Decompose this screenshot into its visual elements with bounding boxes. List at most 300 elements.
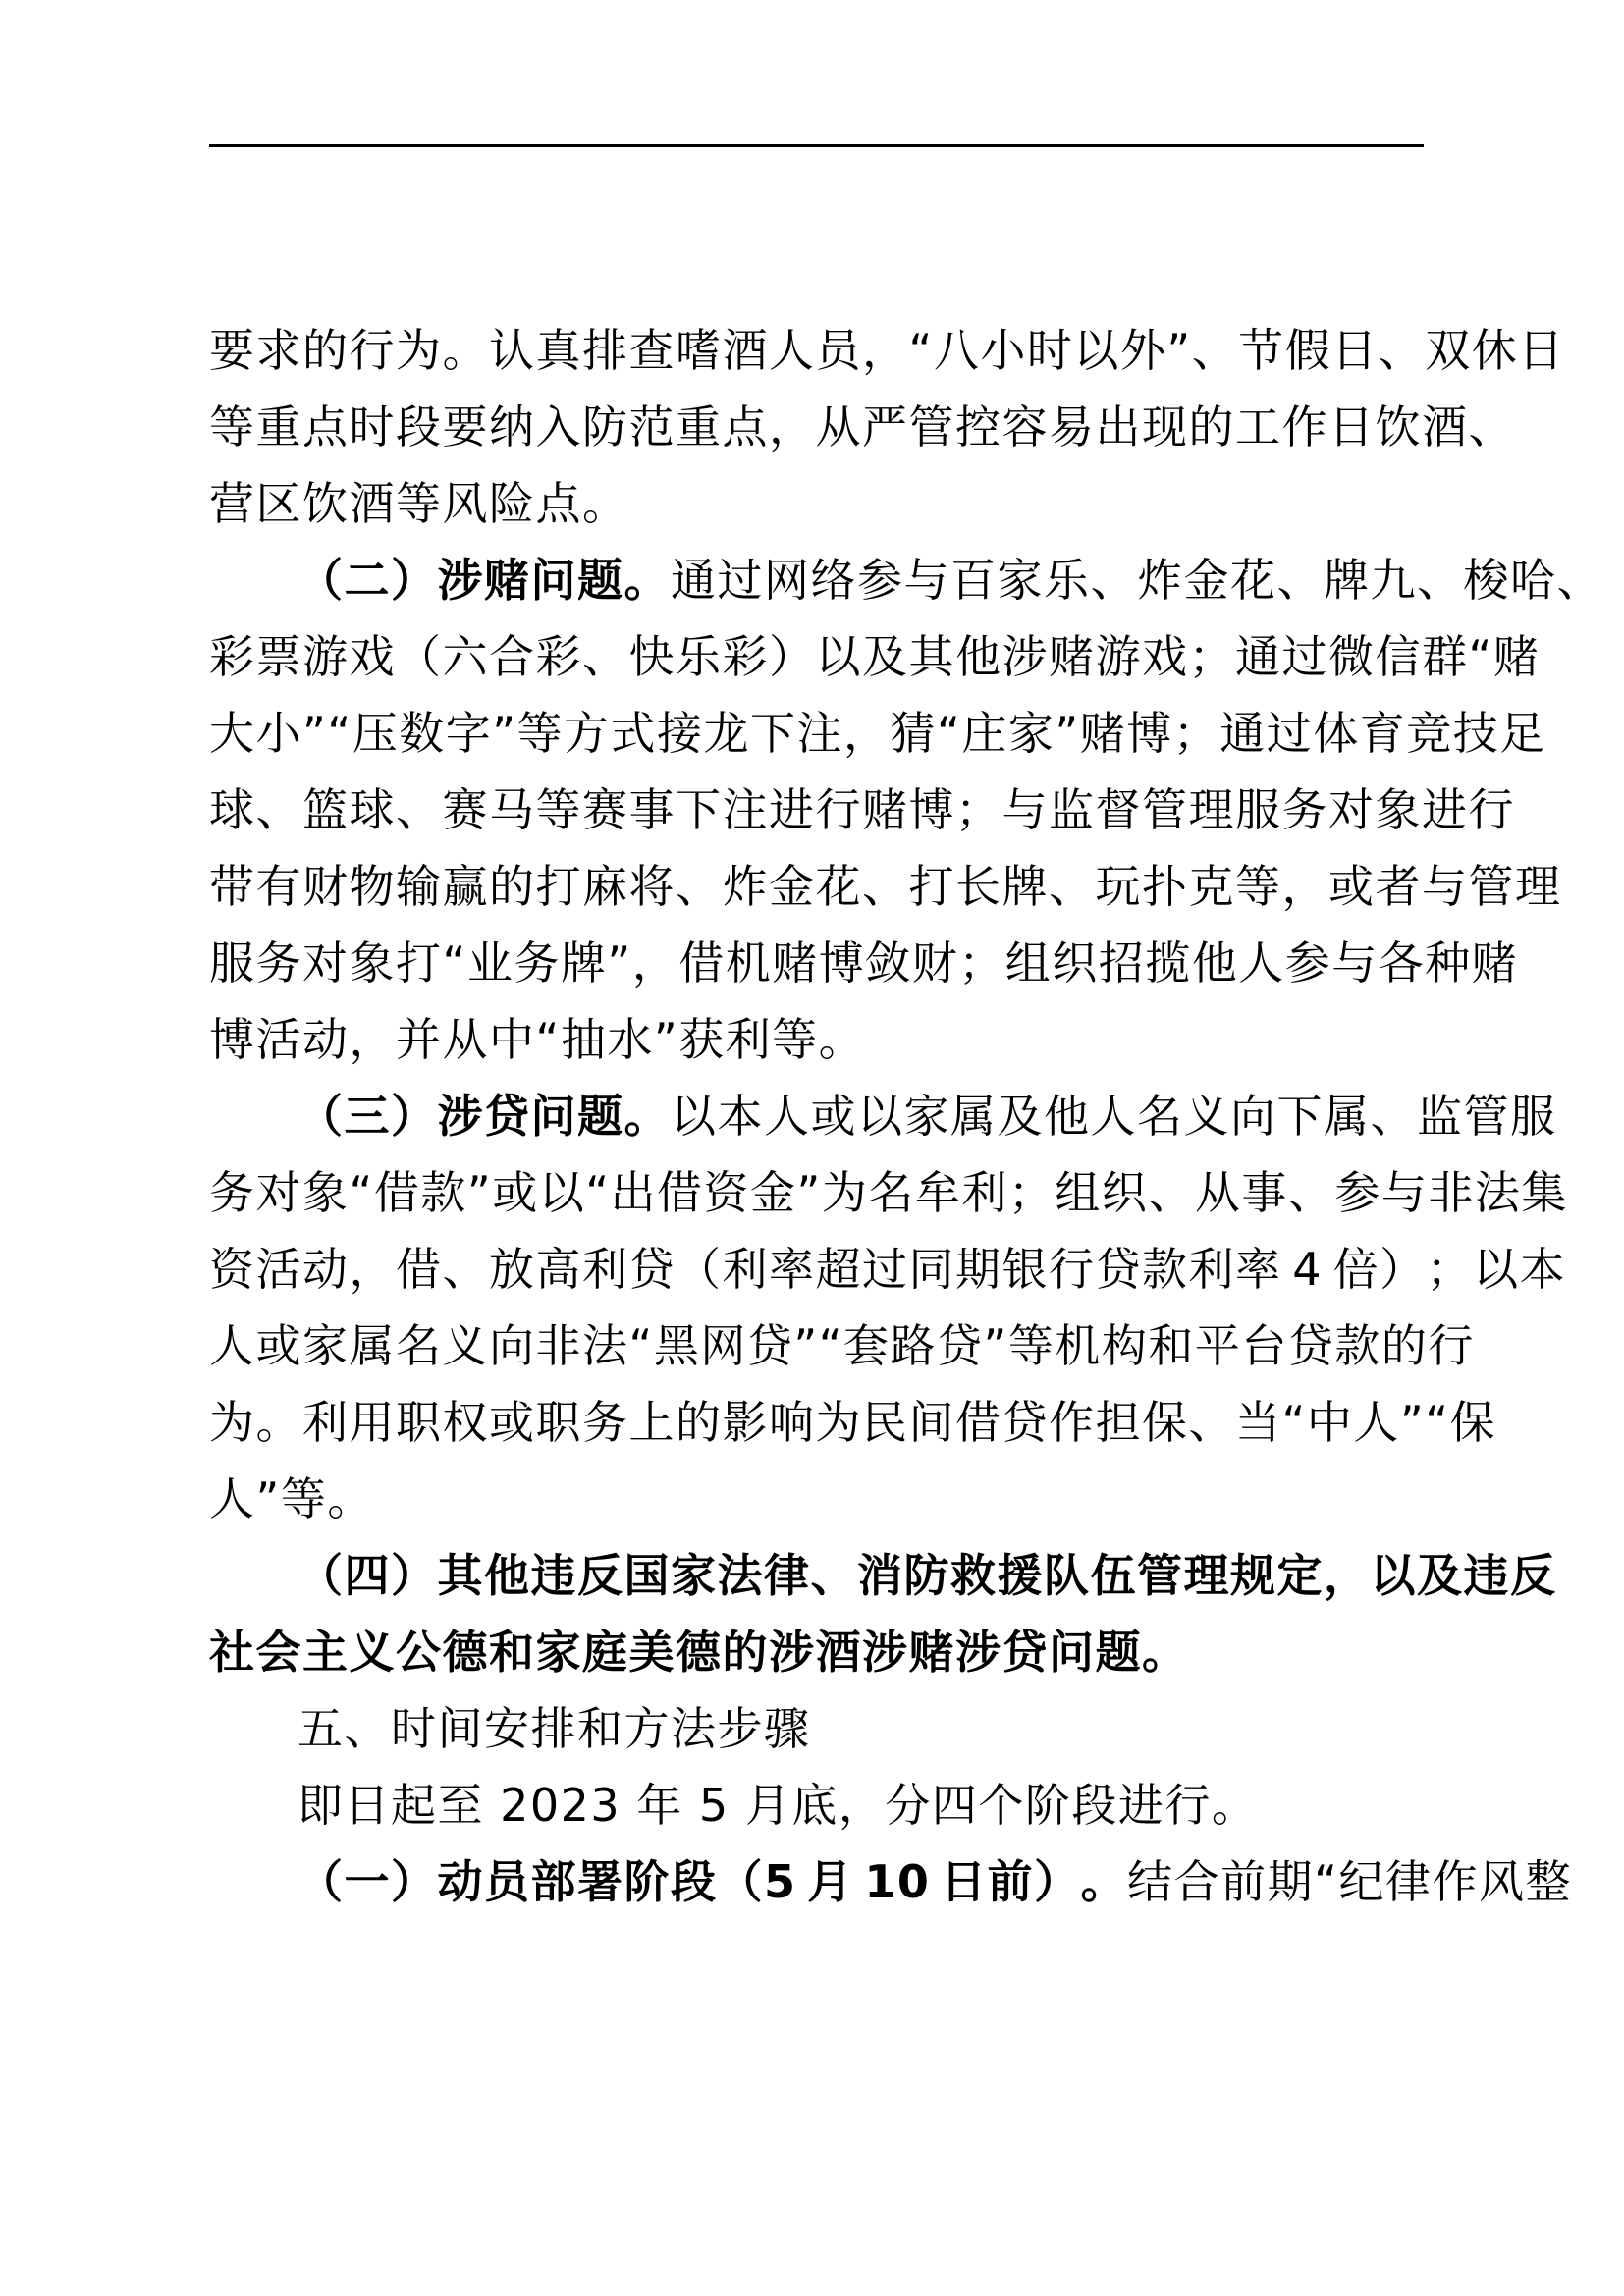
char: 款 bbox=[1142, 1243, 1189, 1296]
char: 其 bbox=[437, 1549, 484, 1602]
char bbox=[1282, 1231, 1293, 1308]
char bbox=[1323, 1231, 1333, 1308]
char: 和 bbox=[1148, 1319, 1195, 1372]
char: 球 bbox=[209, 783, 256, 836]
char: 的 bbox=[489, 860, 536, 913]
char: 非 bbox=[535, 1319, 582, 1372]
char: 路 bbox=[890, 1319, 938, 1372]
char: 查 bbox=[628, 324, 676, 377]
char: ” bbox=[302, 707, 328, 760]
char: 保 bbox=[1449, 1396, 1497, 1449]
char: 人 bbox=[209, 1319, 256, 1372]
body-text: 五、时间安排和方法步骤 bbox=[298, 1702, 811, 1755]
char: 赌 bbox=[1049, 630, 1096, 683]
char: 织 bbox=[1101, 1166, 1149, 1219]
char: 家 bbox=[903, 1090, 950, 1143]
text-line bbox=[209, 1537, 1557, 1614]
char: 下 bbox=[1276, 1090, 1324, 1143]
char: 贷 bbox=[937, 1319, 984, 1372]
char: 权 bbox=[442, 1396, 489, 1449]
char: 、 bbox=[1378, 324, 1426, 377]
char: 务 bbox=[514, 936, 561, 989]
char: ， bbox=[769, 400, 816, 454]
char: 务 bbox=[209, 1166, 256, 1219]
char: 注 bbox=[722, 783, 769, 836]
char: 资 bbox=[703, 1166, 751, 1219]
char: 戏 bbox=[1142, 630, 1189, 683]
char: 及 bbox=[862, 630, 909, 683]
char: 涉 bbox=[437, 554, 484, 607]
char: 间 bbox=[908, 1396, 955, 1449]
char: 。 bbox=[442, 324, 489, 377]
char: 赢 bbox=[442, 860, 489, 913]
char: 输 bbox=[396, 860, 443, 913]
char: 他 bbox=[484, 1549, 531, 1602]
bold-heading-text: 社会主义公德和家庭美德的涉酒涉赌涉贷问题。 bbox=[209, 1626, 1189, 1679]
char: 者 bbox=[1375, 860, 1422, 913]
char: 整 bbox=[1525, 1855, 1572, 1908]
char: 管 bbox=[1137, 1549, 1184, 1602]
char: 重 bbox=[255, 400, 302, 454]
char: 借 bbox=[373, 1166, 421, 1219]
char: 月 bbox=[807, 1855, 854, 1908]
char: 出 bbox=[1095, 400, 1142, 454]
char: 人 bbox=[1353, 1396, 1400, 1449]
char: 或 bbox=[810, 1090, 857, 1143]
char: 进 bbox=[769, 783, 816, 836]
char: ） bbox=[391, 1549, 438, 1602]
char: 网 bbox=[700, 1319, 747, 1372]
char: 务 bbox=[255, 936, 302, 989]
char: 套 bbox=[843, 1319, 891, 1372]
char: ） bbox=[391, 554, 438, 607]
char: 八 bbox=[933, 324, 981, 377]
char: 中 bbox=[1306, 1396, 1354, 1449]
char: 小 bbox=[980, 324, 1027, 377]
char: 庄 bbox=[961, 707, 1008, 760]
char: 队 bbox=[1044, 1549, 1091, 1602]
char: 参 bbox=[1284, 936, 1332, 989]
char: “ bbox=[349, 1166, 374, 1219]
char: 阶 bbox=[623, 1855, 671, 1908]
char: 作 bbox=[1281, 400, 1328, 454]
char: 本 bbox=[717, 1090, 764, 1143]
char: “ bbox=[1281, 1396, 1307, 1449]
char: 赌 bbox=[1492, 630, 1541, 683]
char: 严 bbox=[862, 400, 909, 454]
char: 参 bbox=[857, 554, 904, 607]
char: 出 bbox=[610, 1166, 658, 1219]
char: 防 bbox=[582, 400, 629, 454]
char: 法 bbox=[717, 1549, 764, 1602]
char: 借 bbox=[396, 1243, 443, 1296]
char: 借 bbox=[955, 1396, 1002, 1449]
char: ） bbox=[769, 630, 816, 683]
char: 0 bbox=[896, 1855, 931, 1908]
char: “ bbox=[327, 707, 352, 760]
char: 炸 bbox=[722, 860, 769, 913]
char: 违 bbox=[530, 1549, 577, 1602]
char: 赛 bbox=[442, 783, 489, 836]
char: 育 bbox=[1359, 707, 1407, 760]
text-line bbox=[209, 312, 1565, 389]
char: 、 bbox=[810, 1549, 857, 1602]
char: ） bbox=[1034, 1855, 1081, 1908]
char: 法 bbox=[582, 1319, 629, 1372]
char: （ bbox=[298, 1090, 345, 1143]
char: 过 bbox=[717, 554, 764, 607]
char: 员 bbox=[484, 1855, 531, 1908]
char: ； bbox=[1172, 707, 1220, 760]
char: 行 bbox=[349, 324, 396, 377]
char: 篮 bbox=[302, 783, 350, 836]
char: 小 bbox=[255, 707, 302, 760]
char: “ bbox=[585, 1166, 611, 1219]
char: 违 bbox=[1463, 1549, 1510, 1602]
char: ） bbox=[1380, 1243, 1427, 1296]
char: “ bbox=[937, 707, 962, 760]
char: 进 bbox=[1422, 783, 1469, 836]
char: 家 bbox=[671, 1549, 718, 1602]
char: 过 bbox=[1266, 707, 1314, 760]
char: 或 bbox=[492, 1166, 539, 1219]
char: 梭 bbox=[1463, 554, 1510, 607]
char: 、 bbox=[1556, 554, 1603, 607]
char: ” bbox=[793, 1319, 819, 1372]
char: 赛 bbox=[582, 783, 629, 836]
char: 与 bbox=[1331, 936, 1379, 989]
char: 压 bbox=[352, 707, 400, 760]
char: 、 bbox=[1049, 860, 1096, 913]
char: 理 bbox=[1183, 1549, 1230, 1602]
char: 将 bbox=[628, 860, 676, 913]
char: 日 bbox=[1331, 324, 1379, 377]
char: 名 bbox=[396, 1319, 443, 1372]
char: 赌 bbox=[1471, 936, 1519, 989]
char: 职 bbox=[535, 1396, 582, 1449]
char: 管 bbox=[1463, 1090, 1510, 1143]
char: 款 bbox=[420, 1166, 467, 1219]
char: 台 bbox=[1241, 1319, 1288, 1372]
char: 、 bbox=[1188, 1396, 1235, 1449]
char: ” bbox=[1399, 1396, 1426, 1449]
char: 结 bbox=[1127, 1855, 1174, 1908]
char: ” bbox=[607, 936, 632, 989]
char: 作 bbox=[1049, 1396, 1096, 1449]
char: 求 bbox=[255, 324, 302, 377]
char: 财 bbox=[302, 860, 350, 913]
char: 贷 bbox=[1287, 1319, 1335, 1372]
char: 或 bbox=[1328, 860, 1376, 913]
char: 与 bbox=[1001, 783, 1049, 836]
char: 督 bbox=[1095, 783, 1142, 836]
char: 从 bbox=[815, 400, 862, 454]
char: 放 bbox=[489, 1243, 536, 1296]
text-line bbox=[209, 1154, 1568, 1231]
text-line bbox=[209, 695, 1546, 772]
char: 体 bbox=[1313, 707, 1360, 760]
body-text: 营区饮酒等风险点。 bbox=[209, 477, 629, 530]
char: 赌 bbox=[772, 936, 819, 989]
char: 对 bbox=[1328, 783, 1376, 836]
char: 以 bbox=[1370, 1549, 1417, 1602]
char: 招 bbox=[1098, 936, 1146, 989]
char: 下 bbox=[676, 783, 723, 836]
char: 前 bbox=[987, 1855, 1035, 1908]
char: 花 bbox=[1230, 554, 1277, 607]
char: 四 bbox=[344, 1549, 391, 1602]
char: 务 bbox=[1281, 783, 1328, 836]
char: 通 bbox=[1219, 707, 1267, 760]
char: 。 bbox=[623, 1090, 671, 1143]
char: 纳 bbox=[489, 400, 536, 454]
char: 博 bbox=[818, 936, 866, 989]
char: 人 bbox=[764, 1090, 811, 1143]
char: 律 bbox=[1384, 1855, 1433, 1908]
char: 律 bbox=[764, 1549, 811, 1602]
char: 的 bbox=[302, 324, 350, 377]
char: 织 bbox=[1052, 936, 1099, 989]
char: 以 bbox=[815, 630, 862, 683]
char: 义 bbox=[1183, 1090, 1230, 1143]
char: “ bbox=[442, 936, 467, 989]
char: 哈 bbox=[1510, 554, 1557, 607]
char: 注 bbox=[796, 707, 844, 760]
char: 日 bbox=[1328, 400, 1376, 454]
char: 动 bbox=[437, 1855, 484, 1908]
char: ” bbox=[1166, 324, 1192, 377]
char bbox=[930, 1843, 941, 1920]
char: 、 bbox=[1148, 1166, 1195, 1219]
char: 其 bbox=[908, 630, 955, 683]
text-line bbox=[209, 772, 1515, 848]
char: 双 bbox=[1425, 324, 1472, 377]
char: ； bbox=[1007, 1166, 1056, 1219]
char: 担 bbox=[1095, 1396, 1142, 1449]
char: 、 bbox=[1417, 554, 1464, 607]
char: 本 bbox=[1519, 1243, 1567, 1296]
char: 。 bbox=[623, 554, 671, 607]
char: 行 bbox=[1468, 783, 1515, 836]
char: 为 bbox=[396, 324, 443, 377]
char: 以 bbox=[1073, 324, 1120, 377]
char: 重 bbox=[676, 400, 723, 454]
char: 日 bbox=[1518, 324, 1565, 377]
char: 足 bbox=[1499, 707, 1546, 760]
char: 活 bbox=[255, 1243, 302, 1296]
char: 倍 bbox=[1332, 1243, 1380, 1296]
char: 定 bbox=[1276, 1549, 1324, 1602]
char: 问 bbox=[530, 554, 577, 607]
char: 、 bbox=[1370, 1090, 1417, 1143]
char: ， bbox=[843, 707, 891, 760]
char: 财 bbox=[911, 936, 959, 989]
char: 票 bbox=[255, 630, 302, 683]
char: 乐 bbox=[676, 630, 723, 683]
char: 过 bbox=[862, 1243, 909, 1296]
char: 家 bbox=[302, 1319, 350, 1372]
char: 物 bbox=[349, 860, 396, 913]
char: 克 bbox=[1188, 860, 1235, 913]
char: 合 bbox=[1173, 1855, 1221, 1908]
text-line bbox=[209, 1308, 1475, 1384]
char: 动 bbox=[302, 1243, 350, 1296]
char: 、 bbox=[1090, 554, 1137, 607]
char: 人 bbox=[1238, 936, 1285, 989]
char: 点 bbox=[302, 400, 350, 454]
char: 为 bbox=[209, 1396, 256, 1449]
char: 管 bbox=[1142, 783, 1189, 836]
char: 对 bbox=[302, 936, 350, 989]
char: 机 bbox=[725, 936, 773, 989]
char: 乐 bbox=[1044, 554, 1091, 607]
char: 敛 bbox=[865, 936, 912, 989]
char: 贷 bbox=[628, 1243, 676, 1296]
char: （ bbox=[717, 1855, 764, 1908]
char: ） bbox=[391, 1090, 438, 1143]
char: 微 bbox=[1328, 630, 1376, 683]
char bbox=[797, 1843, 808, 1920]
char: 以 bbox=[1473, 1243, 1520, 1296]
char: 群 bbox=[1422, 630, 1469, 683]
char: 务 bbox=[582, 1396, 629, 1449]
char: 球 bbox=[349, 783, 396, 836]
char: 网 bbox=[764, 554, 811, 607]
char: 与 bbox=[1380, 1166, 1429, 1219]
char: 平 bbox=[1194, 1319, 1242, 1372]
char: 接 bbox=[657, 707, 704, 760]
char: 风 bbox=[1478, 1855, 1526, 1908]
char: 组 bbox=[1055, 1166, 1102, 1219]
char: 、 bbox=[1468, 400, 1515, 454]
header-rule bbox=[209, 144, 1424, 147]
char: 同 bbox=[908, 1243, 955, 1296]
char: 戏 bbox=[349, 630, 396, 683]
char: 防 bbox=[903, 1549, 950, 1602]
char: 纪 bbox=[1338, 1855, 1385, 1908]
char: 时 bbox=[349, 400, 396, 454]
char: 利 bbox=[961, 1166, 1008, 1219]
char: 认 bbox=[489, 324, 536, 377]
char: 他 bbox=[1191, 936, 1239, 989]
char: 事 bbox=[628, 783, 676, 836]
char: 与 bbox=[903, 554, 950, 607]
char: 假 bbox=[1284, 324, 1332, 377]
char: 快 bbox=[628, 630, 676, 683]
char: 为 bbox=[815, 1396, 862, 1449]
char: 监 bbox=[1417, 1090, 1464, 1143]
char: 时 bbox=[1026, 324, 1074, 377]
char: 反 bbox=[577, 1549, 624, 1602]
char: 百 bbox=[950, 554, 998, 607]
char: 贷 bbox=[1095, 1243, 1142, 1296]
char: 机 bbox=[1055, 1319, 1102, 1372]
char: 以 bbox=[857, 1090, 904, 1143]
char: 为 bbox=[821, 1166, 869, 1219]
char: ； bbox=[955, 783, 1002, 836]
text-line bbox=[209, 1614, 1427, 1690]
char: 利 bbox=[1188, 1243, 1235, 1296]
char: 下 bbox=[750, 707, 797, 760]
body-text: 即日起至 2023 年 5 月底，分四个阶段进行。 bbox=[298, 1779, 1259, 1832]
char: 要 bbox=[209, 324, 256, 377]
char: 署 bbox=[577, 1855, 624, 1908]
char: 赌 bbox=[1079, 707, 1127, 760]
char: 贷 bbox=[746, 1319, 794, 1372]
char: 职 bbox=[396, 1396, 443, 1449]
char: 人 bbox=[769, 324, 816, 377]
char: 等 bbox=[516, 707, 565, 760]
char: 5 bbox=[764, 1855, 797, 1908]
char: 段 bbox=[396, 400, 443, 454]
char: 九 bbox=[1370, 554, 1417, 607]
text-line bbox=[209, 465, 1427, 542]
char: 猜 bbox=[890, 707, 938, 760]
char: 长 bbox=[955, 860, 1002, 913]
text-line bbox=[209, 1461, 1427, 1537]
char: 伍 bbox=[1090, 1549, 1137, 1602]
char: 理 bbox=[1188, 783, 1235, 836]
char: 日 bbox=[941, 1855, 988, 1908]
char: 竞 bbox=[1406, 707, 1453, 760]
char: 法 bbox=[1474, 1166, 1522, 1219]
char: 集 bbox=[1521, 1166, 1568, 1219]
char: 1 bbox=[864, 1855, 897, 1908]
char: 打 bbox=[396, 936, 443, 989]
char: 家 bbox=[1007, 707, 1056, 760]
char: 国 bbox=[623, 1549, 671, 1602]
char: 或 bbox=[489, 1396, 536, 1449]
text-line bbox=[209, 1078, 1557, 1154]
char: 以 bbox=[671, 1090, 718, 1143]
char: 4 bbox=[1292, 1243, 1323, 1296]
char: 利 bbox=[722, 1243, 769, 1296]
char: ； bbox=[1426, 1243, 1474, 1296]
char: 义 bbox=[442, 1319, 489, 1372]
char: 管 bbox=[908, 400, 955, 454]
text-line bbox=[209, 1231, 1567, 1308]
char: 向 bbox=[1230, 1090, 1277, 1143]
char: ” bbox=[796, 1166, 822, 1219]
char: 消 bbox=[857, 1549, 904, 1602]
char: 、 bbox=[1287, 1166, 1335, 1219]
char: “ bbox=[1468, 630, 1493, 683]
char: 贷 bbox=[1001, 1396, 1049, 1449]
char: 玩 bbox=[1095, 860, 1142, 913]
char: 花 bbox=[815, 860, 862, 913]
char: 二 bbox=[344, 554, 391, 607]
char: 服 bbox=[209, 936, 256, 989]
char: 管 bbox=[1468, 860, 1515, 913]
char: “ bbox=[628, 1319, 654, 1372]
char: 马 bbox=[489, 783, 536, 836]
char: 期 bbox=[1267, 1855, 1315, 1908]
char: ” bbox=[466, 1166, 493, 1219]
text-line bbox=[209, 389, 1515, 465]
char: 前 bbox=[1220, 1855, 1268, 1908]
char: 合 bbox=[489, 630, 536, 683]
char: 信 bbox=[1375, 630, 1422, 683]
char: 一 bbox=[344, 1855, 391, 1908]
char: 牌 bbox=[1001, 860, 1049, 913]
char: 非 bbox=[1428, 1166, 1475, 1219]
char: 牌 bbox=[1324, 554, 1371, 607]
char: 期 bbox=[955, 1243, 1002, 1296]
char: 、 bbox=[862, 860, 909, 913]
char: 炸 bbox=[1137, 554, 1184, 607]
char: 资 bbox=[209, 1243, 256, 1296]
char: 、 bbox=[442, 1243, 489, 1296]
